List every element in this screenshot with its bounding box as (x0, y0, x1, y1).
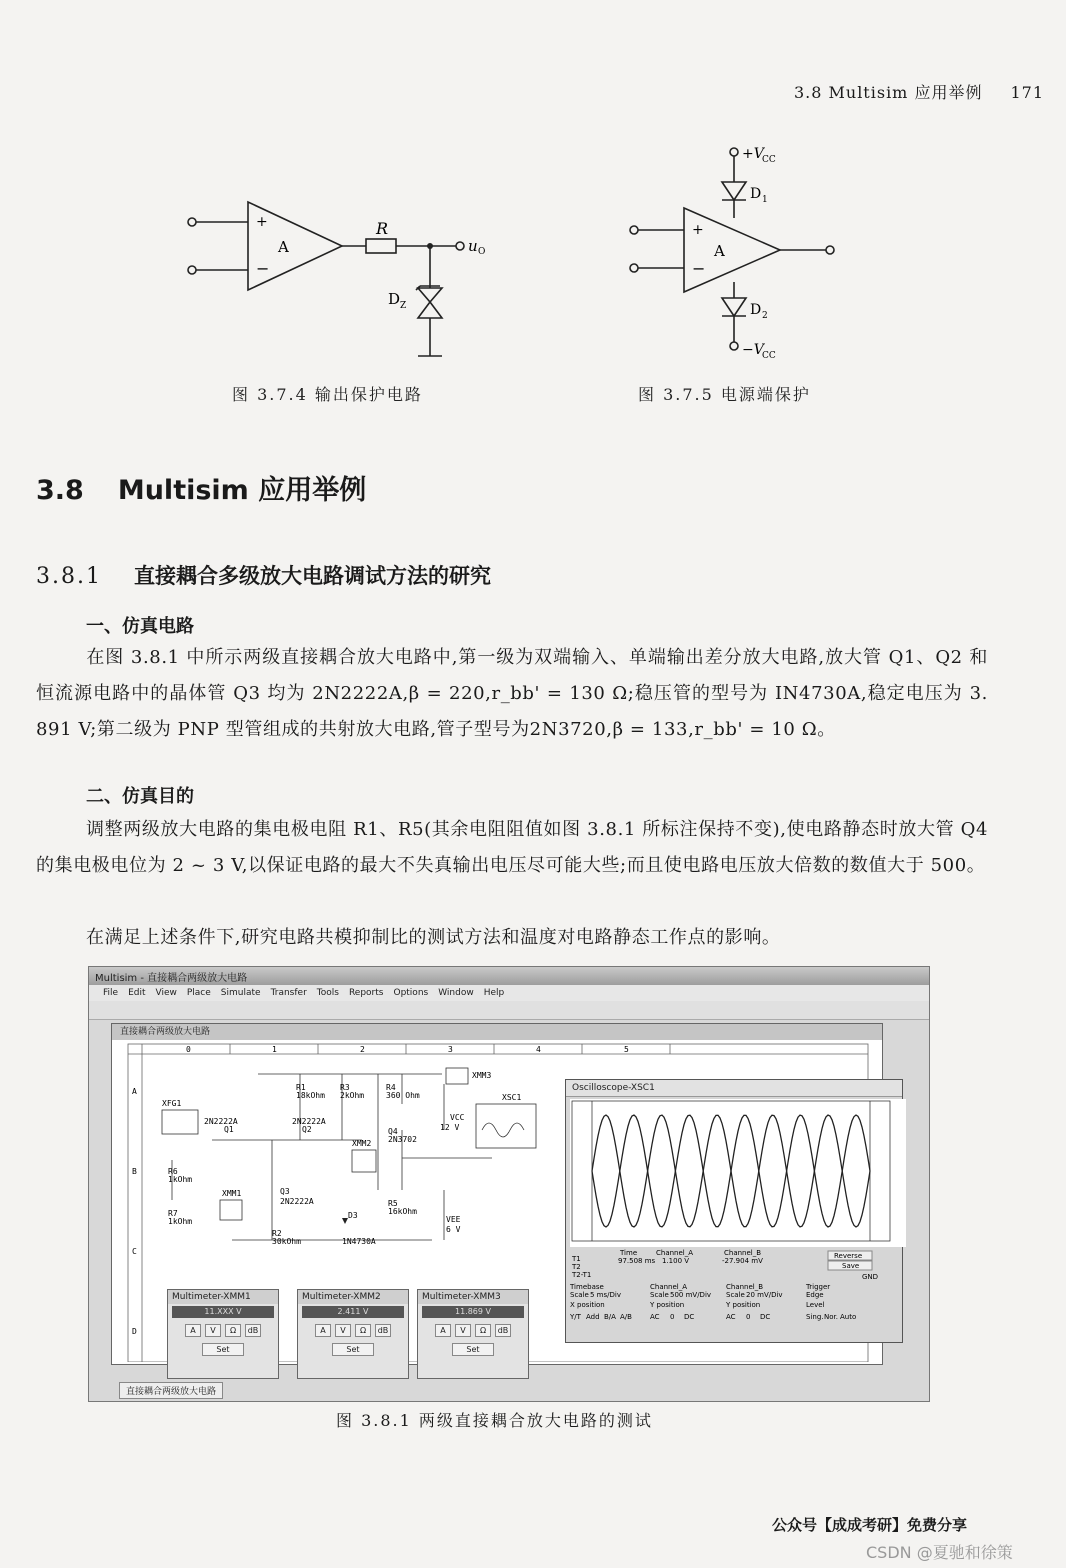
r7-label: R7 (168, 1209, 178, 1218)
trigger-label: Trigger (806, 1283, 831, 1291)
mode-ba: B/A (604, 1313, 616, 1321)
vee-value: 6 V (446, 1225, 461, 1234)
xmm2-a-button[interactable]: A (315, 1324, 331, 1337)
chb-header: Channel_B (724, 1249, 762, 1257)
gnd-label: GND (862, 1273, 879, 1281)
cha-scale-label: Scale (650, 1291, 669, 1299)
time-value: 97.508 ms (618, 1257, 656, 1265)
q3-model: 2N2222A (280, 1197, 314, 1206)
oscilloscope-window (565, 1079, 903, 1343)
power-supply-protection-circuit (620, 138, 860, 364)
menu-place[interactable]: Place (186, 988, 211, 998)
r2-label: R2 (272, 1229, 282, 1238)
schematic-tab[interactable]: 直接耦合两级放大电路 (119, 1382, 223, 1399)
chb-dc: DC (760, 1313, 771, 1321)
vcc-pos-label: +V (742, 146, 764, 162)
schematic-window-title: 直接耦合两级放大电路 (112, 1024, 882, 1040)
chb-0: 0 (746, 1313, 751, 1321)
footer-note: 公众号【成成考研】免费分享 (772, 1516, 968, 1534)
xmm2-db-button[interactable]: dB (375, 1324, 391, 1337)
menu-tools[interactable]: Tools (316, 988, 339, 998)
ya-pos-label: Y position (650, 1301, 685, 1309)
xmm1-a-button[interactable]: A (185, 1324, 201, 1337)
zener-label: D (388, 290, 401, 308)
xmm1-db-button[interactable]: dB (245, 1324, 261, 1337)
q4-name: Q4 (388, 1127, 398, 1136)
zener-sub: Z (400, 301, 407, 311)
xsc-label: XSC1 (502, 1093, 522, 1102)
chb-scale: 20 mV/Div (746, 1291, 783, 1299)
multisim-titlebar: Multisim - 直接耦合两级放大电路 (89, 967, 929, 985)
mode-add: Add (586, 1313, 600, 1321)
multimeter-xmm1[interactable] (167, 1289, 279, 1379)
mode-yt: Y/T (570, 1313, 581, 1321)
level-label: Level (806, 1301, 825, 1309)
oscilloscope-title: Oscilloscope-XSC1 (566, 1080, 902, 1097)
svg-text:−: − (256, 259, 270, 278)
q2-name: Q2 (302, 1125, 312, 1134)
amp-label-2: A (714, 242, 725, 260)
part2-heading: 二、仿真目的 (86, 786, 194, 807)
q1-name: Q1 (224, 1125, 234, 1134)
menu-simulate[interactable]: Simulate (220, 988, 261, 998)
d3-model: 1N4730A (342, 1237, 376, 1246)
row-b: B (132, 1167, 137, 1176)
header-section: 3.8 Multisim 应用举例 (793, 83, 983, 102)
vcc-neg-sub: CC (762, 351, 776, 361)
xmm1-title: Multimeter-XMM1 (168, 1290, 278, 1304)
multisim-screenshot (88, 966, 930, 1402)
section-title: Multisim 应用举例 (117, 475, 367, 506)
row-d: D (132, 1327, 137, 1336)
col-3: 3 (448, 1045, 453, 1054)
part1-heading: 一、仿真电路 (86, 616, 194, 637)
edge-label: Edge (806, 1291, 824, 1299)
q1-model: 2N2222A (204, 1117, 238, 1126)
page-number: 171 (1010, 83, 1044, 102)
channel-a-label: Channel_A (650, 1283, 688, 1291)
t2t1-label: T2-T1 (572, 1271, 592, 1279)
time-header: Time (620, 1249, 638, 1257)
d2-sub: 2 (762, 311, 768, 321)
xmm3-v-button[interactable]: V (455, 1324, 471, 1337)
cha-scale: 500 mV/Div (670, 1291, 712, 1299)
xmm3-title: Multimeter-XMM3 (418, 1290, 528, 1304)
r4-label: R4 (386, 1083, 396, 1092)
col-4: 4 (536, 1045, 541, 1054)
trig-auto: Auto (840, 1313, 857, 1321)
svg-text:+: + (692, 222, 704, 238)
menu-file[interactable]: File (103, 988, 119, 998)
q2-model: 2N2222A (292, 1117, 326, 1126)
d1-label: D (750, 186, 762, 202)
multisim-menubar (89, 985, 929, 1001)
timebase-scale-label: Scale (570, 1291, 589, 1299)
xpos-label: X position (570, 1301, 605, 1309)
xmm1-reading: 11.XXX V (172, 1306, 274, 1318)
r5-label: R5 (388, 1199, 398, 1208)
menu-options[interactable]: Options (393, 988, 429, 998)
col-0: 0 (186, 1045, 191, 1054)
r1-label: R1 (296, 1083, 306, 1092)
mode-ab: A/B (620, 1313, 632, 1321)
subsection-number: 3.8.1 (36, 564, 102, 589)
output-label: u (468, 237, 478, 255)
timebase-label: Timebase (570, 1283, 604, 1291)
menu-view[interactable]: View (155, 988, 177, 998)
xmm2-label: XMM2 (352, 1139, 372, 1148)
cha-ac: AC (650, 1313, 660, 1321)
xmm2-v-button[interactable]: V (335, 1324, 351, 1337)
output-sub: O (478, 247, 486, 257)
vcc-neg-label: −V (742, 342, 764, 358)
svg-text:−: − (692, 259, 706, 278)
vee-label: VEE (446, 1215, 461, 1224)
multimeter-xmm2[interactable] (297, 1289, 409, 1379)
running-header (794, 80, 1044, 103)
subsection-title: 直接耦合多级放大电路调试方法的研究 (133, 564, 491, 588)
xmm1-ohm-button[interactable]: Ω (225, 1324, 241, 1337)
channel-b-label: Channel_B (726, 1283, 764, 1291)
d1-sub: 1 (762, 195, 768, 205)
xmm2-ohm-button[interactable]: Ω (355, 1324, 371, 1337)
save-label: Save (842, 1262, 860, 1270)
reverse-label: Reverse (834, 1252, 863, 1260)
part2-paragraph-2: 在满足上述条件下,研究电路共模抑制比的测试方法和温度对电路静态工作点的影响。 (86, 927, 781, 948)
caption-3-7-5: 图 3.7.5 电源端保护 (638, 385, 811, 404)
cha-0: 0 (670, 1313, 675, 1321)
t2-label: T2 (572, 1263, 581, 1271)
timebase-scale: 5 ms/Div (590, 1291, 621, 1299)
section-number: 3.8 (36, 475, 84, 506)
figure-caption: 图 3.8.1 两级直接耦合放大电路的测试 (336, 1411, 653, 1430)
col-5: 5 (624, 1045, 629, 1054)
xmm2-reading: 2.411 V (302, 1306, 404, 1318)
r6-label: R6 (168, 1167, 178, 1176)
multimeter-xmm3[interactable] (417, 1289, 529, 1379)
output-protection-circuit (180, 190, 510, 370)
d3-label: D3 (348, 1211, 358, 1220)
menu-reports[interactable]: Reports (348, 988, 384, 998)
xmm1-v-button[interactable]: V (205, 1324, 221, 1337)
svg-text:+: + (256, 214, 268, 230)
xmm1-label: XMM1 (222, 1189, 242, 1198)
cha-value: 1.100 V (662, 1257, 690, 1265)
r5-value: 16kOhm (388, 1207, 417, 1216)
menu-help[interactable]: Help (483, 988, 505, 998)
chb-ac: AC (726, 1313, 736, 1321)
xmm2-title: Multimeter-XMM2 (298, 1290, 408, 1304)
r3-value: 2kOhm (340, 1091, 365, 1100)
oscilloscope-display (570, 1099, 906, 1247)
xmm3-set-button[interactable]: Set (452, 1343, 494, 1356)
q4-model: 2N3702 (388, 1135, 417, 1144)
q3-name: Q3 (280, 1187, 290, 1196)
trig-nor: Nor. (824, 1313, 838, 1321)
menu-window[interactable]: Window (438, 988, 474, 998)
col-1: 1 (272, 1045, 277, 1054)
xmm3-db-button[interactable]: dB (495, 1324, 511, 1337)
vcc-label: VCC (450, 1113, 465, 1122)
part2-paragraph: 调整两级放大电路的集电极电阻 R1、R5(其余电阻阻值如图 3.8.1 所标注保持不变),使电路静态时放大管 Q4 的集电极电位为 2 ~ 3 V,以保证电路的最大不失真输出电压尽可能大些;而且使电路电压放大倍数的数值大于 500。 (36, 819, 988, 876)
xmm2-set-button[interactable]: Set (332, 1343, 374, 1356)
vcc-pos-sub: CC (762, 155, 776, 165)
oscilloscope-controls (566, 1247, 902, 1343)
xmm3-ohm-button[interactable]: Ω (475, 1324, 491, 1337)
row-a: A (132, 1087, 137, 1096)
xfg-label: XFG1 (162, 1099, 182, 1108)
yb-pos-label: Y position (726, 1301, 761, 1309)
xmm1-set-button[interactable]: Set (202, 1343, 244, 1356)
menu-transfer[interactable]: Transfer (270, 988, 307, 998)
r2-value: 30kOhm (272, 1237, 301, 1246)
menu-edit[interactable]: Edit (128, 988, 146, 998)
chb-scale-label: Scale (726, 1291, 745, 1299)
row-c: C (132, 1247, 137, 1256)
csdn-watermark: CSDN @夏驰和徐策 (866, 1543, 1013, 1562)
chb-value: -27.904 mV (722, 1257, 763, 1265)
t1-label: T1 (572, 1255, 581, 1263)
xmm3-reading: 11.869 V (422, 1306, 524, 1318)
amp-label: A (278, 238, 289, 256)
subsection-heading (36, 560, 491, 590)
part1-paragraph: 在图 3.8.1 中所示两级直接耦合放大电路中,第一级为双端输入、单端输出差分放大电路,放大管 Q1、Q2 和恒流源电路中的晶体管 Q3 均为 2N2222A,β = 220,r_bb' = 130 Ω;稳压管的型号为 IN4730A,稳定电压为 3. 891 V;第二级为 PNP 型管组成的共射放大电路,管子型号为2N3720,β = 133,r_bb' = 10 Ω。 (36, 647, 988, 740)
cha-header: Channel_A (656, 1249, 694, 1257)
r7-value: 1kOhm (168, 1217, 193, 1226)
caption-3-7-4: 图 3.7.4 输出保护电路 (232, 385, 423, 404)
r4-value: 360 Ohm (386, 1091, 420, 1100)
trig-sing: Sing. (806, 1313, 824, 1321)
d2-label: D (750, 302, 762, 318)
cha-dc: DC (684, 1313, 695, 1321)
r6-value: 1kOhm (168, 1175, 193, 1184)
col-2: 2 (360, 1045, 365, 1054)
r1-value: 18kOhm (296, 1091, 325, 1100)
r3-label: R3 (340, 1083, 350, 1092)
resistor-label: R (376, 219, 389, 238)
section-heading (36, 468, 366, 507)
multisim-toolbar (89, 1001, 929, 1020)
xmm3-a-button[interactable]: A (435, 1324, 451, 1337)
xmm3-label: XMM3 (472, 1071, 492, 1080)
vcc-value: 12 V (440, 1123, 460, 1132)
